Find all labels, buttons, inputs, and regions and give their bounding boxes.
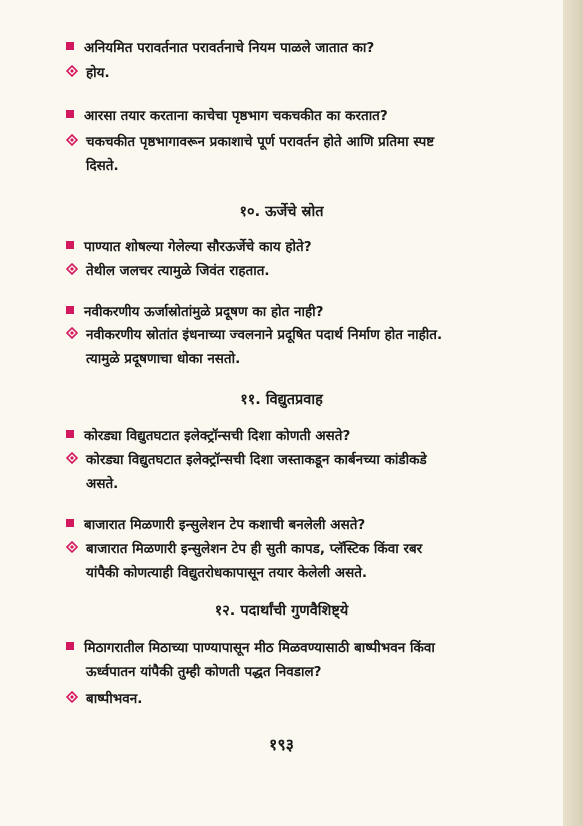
answer-4-line-2: त्यामुळे प्रदूषणाचा धोका नसतो. — [86, 351, 241, 367]
answer-5: कोरड्या विद्युतघटात इलेक्ट्रॉन्सची दिशा जस्ताकडून कार्बनच्या कांडीकडे — [66, 449, 516, 472]
diamond-bullet-icon — [66, 65, 78, 77]
square-bullet-icon — [66, 642, 74, 650]
section-heading-12: १२. पदार्थांची गुणवैशिष्ट्ये — [214, 603, 349, 619]
answer-4: नवीकरणीय स्रोतांत इंधनाच्या ज्वलनाने प्रदूषित पदार्थ निर्माण होत नाहीत. — [66, 324, 516, 347]
answer-7: बाष्पीभवन. — [66, 688, 516, 711]
page-number: १९३ — [269, 735, 294, 754]
question-7-line-2: ऊर्ध्वपातन यांपैकी तुम्ही कोणती पद्धत निवडाल? — [86, 664, 322, 680]
question-7: मिठागरातील मिठाच्या पाण्यापासून मीठ मिळवण्यासाठी बाष्पीभवन किंवा — [66, 637, 516, 660]
diamond-bullet-icon — [66, 452, 78, 464]
answer-1: होय. — [66, 62, 516, 85]
answer-3: तेथील जलचर त्यामुळे जिवंत राहतात. — [66, 260, 516, 283]
square-bullet-icon — [66, 110, 74, 118]
question-1: अनियमित परावर्तनात परावर्तनाचे नियम पाळले जातात का? — [66, 37, 516, 60]
book-spine — [563, 0, 583, 826]
diamond-bullet-icon — [66, 263, 78, 275]
question-2: आरसा तयार करताना काचेचा पृष्ठभाग चकचकीत का करतात? — [66, 105, 516, 128]
diamond-bullet-icon — [66, 134, 78, 146]
question-3: पाण्यात शोषल्या गेलेल्या सौरऊर्जेचे काय होते? — [66, 236, 516, 259]
section-heading-11: ११. विद्युतप्रवाह — [240, 392, 323, 408]
diamond-bullet-icon — [66, 541, 78, 553]
square-bullet-icon — [66, 42, 74, 50]
answer-2-line-2: दिसते. — [86, 158, 119, 174]
answer-6-line-2: यांपैकी कोणत्याही विद्युतरोधकापासून तयार केलेली असते. — [86, 565, 368, 581]
question-4: नवीकरणीय ऊर्जास्रोतांमुळे प्रदूषण का होत नाही? — [66, 301, 516, 324]
answer-6: बाजारात मिळणारी इन्सुलेशन टेप ही सुती कापड, प्लॅस्टिक किंवा रबर — [66, 538, 516, 561]
square-bullet-icon — [66, 519, 74, 527]
question-6: बाजारात मिळणारी इन्सुलेशन टेप कशाची बनलेली असते? — [66, 514, 516, 537]
diamond-bullet-icon — [66, 327, 78, 339]
square-bullet-icon — [66, 306, 74, 314]
diamond-bullet-icon — [66, 691, 78, 703]
square-bullet-icon — [66, 241, 74, 249]
section-heading-10: १०. ऊर्जेचे स्रोत — [239, 204, 324, 220]
square-bullet-icon — [66, 430, 74, 438]
question-5: कोरड्या विद्युतघटात इलेक्ट्रॉन्सची दिशा कोणती असते? — [66, 425, 516, 448]
answer-5-line-2: असते. — [86, 476, 119, 492]
answer-2: चकचकीत पृष्ठभागावरून प्रकाशाचे पूर्ण परावर्तन होते आणि प्रतिमा स्पष्ट — [66, 131, 516, 154]
